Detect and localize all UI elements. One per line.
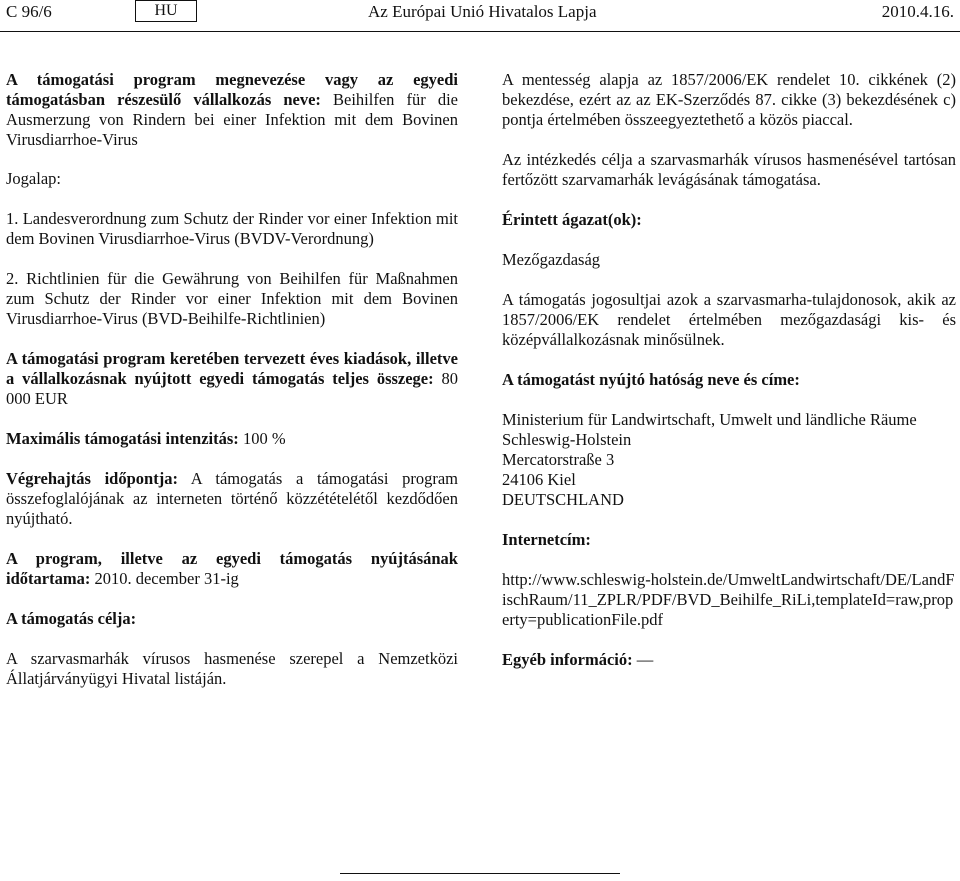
beneficiary-label: A támogatási program megnevezése vagy az egyedi támogatásban részesülő vállalkozás neve: (6, 70, 458, 109)
intensity-value: 100 % (242, 429, 286, 448)
other-info-paragraph (502, 650, 956, 670)
left-column (6, 70, 458, 689)
exemption-text: A mentesség alapja az 1857/2006/EK rendelet 10. cikkének (2) bekezdése, ezért az az EK-Szerződés 87. cikke (3) bekezdésének c) pontja értelmében összeegyeztethető a közös piaccal. (502, 70, 956, 129)
internet-heading: Internetcím: (502, 530, 591, 549)
beneficiary-paragraph (6, 70, 458, 150)
authority-heading: A támogatást nyújtó hatóság neve és címe: (502, 370, 800, 389)
page-reference: C 96/6 (6, 2, 52, 21)
implementation-label: Végrehajtás időpontja: (6, 469, 178, 488)
eligibility-text: A támogatás jogosultjai azok a szarvasmarha-tulajdonosok, akik az 1857/2006/EK rendelet értelmében mezőgazdasági kis- és középvállalkozásnak minősülnek. (502, 290, 956, 349)
language-code-box: HU (135, 0, 197, 22)
objective-heading: A támogatás célja: (6, 609, 137, 628)
intensity-paragraph (6, 429, 458, 449)
right-column (502, 70, 956, 670)
sector-value: Mezőgazdaság (502, 250, 601, 269)
implementation-paragraph (6, 469, 458, 529)
expenditure-paragraph (6, 349, 458, 409)
intensity-label: Maximális támogatási intenzitás: (6, 429, 239, 448)
authority-line: DEUTSCHLAND (502, 490, 624, 509)
header-divider (0, 31, 960, 32)
duration-label: A program, illetve az egyedi támogatás nyújtásának időtartama: (6, 549, 458, 588)
sector-heading: Érintett ágazat(ok): (502, 210, 642, 229)
authority-address (502, 410, 956, 510)
other-info-label: Egyéb információ: (502, 650, 633, 669)
duration-paragraph (6, 549, 458, 589)
page-header (0, 0, 960, 30)
legal-basis-item-1: 1. Landesverordnung zum Schutz der Rinder vor einer Infektion mit dem Bovinen Virusdiarrhoe-Virus (BVDV-Verordnung) (6, 209, 458, 248)
objective-text: A szarvasmarhák vírusos hasmenése szerepel a Nemzetközi Állatjárványügyi Hivatal listáján. (6, 649, 458, 688)
footer-divider (340, 873, 620, 874)
authority-line: 24106 Kiel (502, 470, 576, 489)
journal-title: Az Európai Unió Hivatalos Lapja (368, 2, 597, 21)
other-info-value: — (636, 650, 654, 669)
legal-basis-heading: Jogalap: (6, 169, 61, 188)
expenditure-label: A támogatási program keretében tervezett éves kiadások, illetve a vállalkozásnak nyújtott egyedi támogatás teljes összege: (6, 349, 458, 388)
publication-date: 2010.4.16. (881, 2, 954, 21)
authority-line: Ministerium für Landwirtschaft, Umwelt und ländliche Räume Schleswig-Holstein (502, 410, 917, 449)
internet-url-link[interactable]: http://www.schleswig-holstein.de/UmweltLandwirtschaft/DE/LandFischRaum/11_ZPLR/PDF/BVD_Beihilfe_RiLi,templateId=raw,property=publicationFile.pdf (502, 570, 955, 629)
implementation-value: A támogatás a támogatási program összefoglalójának az interneten történő közzétételétől kezdődően nyújtható. (6, 469, 458, 528)
beneficiary-value: Beihilfen für die Ausmerzung von Rindern bei einer Infektion mit dem Bovinen Virusdiarrhoe-Virus (6, 90, 458, 149)
duration-value: 2010. december 31-ig (94, 569, 239, 588)
aim-text: Az intézkedés célja a szarvasmarhák vírusos hasmenésével tartósan fertőzött szarvamarhák levágásának támogatása. (502, 150, 956, 189)
authority-line: Mercatorstraße 3 (502, 450, 615, 469)
legal-basis-item-2: 2. Richtlinien für die Gewährung von Beihilfen für Maßnahmen zum Schutz der Rinder vor einer Infektion mit dem Bovinen Virusdiarrhoe-Virus (BVD-Beihilfe-Richtlinien) (6, 269, 458, 328)
expenditure-value: 80 000 EUR (6, 369, 458, 408)
